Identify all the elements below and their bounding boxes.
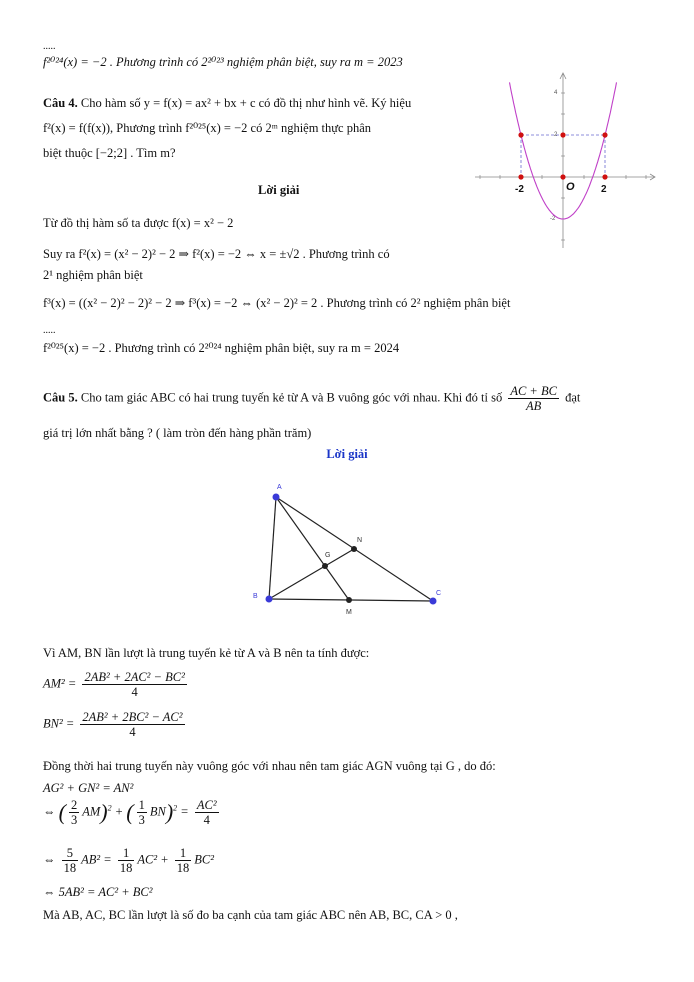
e2-frac-2-num: 1 xyxy=(138,798,145,812)
q5-e3 xyxy=(43,846,214,875)
bn-den: 4 xyxy=(129,725,136,739)
q4-solution-title: Lời giải xyxy=(258,183,300,197)
point-neg2-0 xyxy=(518,174,523,179)
q4-text-1: Cho hàm số y = f(x) = ax² + bx + c có đồ thị như hình vẽ. Ký hiệu xyxy=(80,96,412,110)
label-b: B xyxy=(253,593,258,600)
vertex-a xyxy=(273,494,280,501)
e3-equiv: ⇔ xyxy=(43,852,56,867)
q5-s1: Vì AM, BN lần lượt là trung tuyến kẻ từ A và B nên ta tính được: xyxy=(43,646,370,660)
parabola-graph xyxy=(470,70,660,250)
e3-frac-3-num: 1 xyxy=(175,846,192,861)
e2-frac-1-num: 2 xyxy=(70,798,78,812)
e3-frac-2-den: 18 xyxy=(119,861,133,875)
label-neg2: -2 xyxy=(515,184,524,195)
tick-y4: 4 xyxy=(554,90,558,96)
q5-ratio xyxy=(508,384,559,413)
vertex-c xyxy=(430,598,437,605)
edge-ab xyxy=(269,497,276,599)
q5-ratio-num: AC + BC xyxy=(510,384,557,398)
q5-label: Câu 5. xyxy=(43,390,78,405)
q5-s3: Mà AB, AC, BC lần lượt là số đo ba cạnh của tam giác ABC nên AB, BC, CA > 0 , xyxy=(43,908,458,922)
q5-bn-formula xyxy=(43,710,188,739)
q5-text-1-end: đạt xyxy=(565,390,581,405)
e3-frac-1-den: 18 xyxy=(63,861,77,875)
q5-am-formula xyxy=(43,670,190,699)
q4-sol-1: Từ đồ thị hàm số ta được f(x) = x² − 2 xyxy=(43,216,234,230)
q5-s2: Đồng thời hai trung tuyến này vuông góc với nhau nên tam giác AGN vuông tại G , do đó: xyxy=(43,759,496,773)
q4-text-3: biệt thuộc [−2;2] . Tìm m? xyxy=(43,146,176,160)
label-c: C xyxy=(436,590,442,597)
q4-sol-5: f²⁰²⁵(x) = −2 . Phương trình có 2²⁰²⁴ nghiệm phân biệt, suy ra m = 2024 xyxy=(43,341,400,355)
point-m xyxy=(346,597,352,603)
point-2-2 xyxy=(602,132,607,137)
q5-text-1: Cho tam giác ABC có hai trung tuyến kẻ từ A và B vuông góc với nhau. Khi đó tỉ số xyxy=(80,390,503,405)
q5-e4: ⇔ 5AB² = AC² + BC² xyxy=(43,885,153,899)
vertex-b xyxy=(266,596,273,603)
e2-frac-2 xyxy=(137,798,147,827)
e3-frac-1 xyxy=(62,846,79,875)
point-neg2-2 xyxy=(518,132,523,137)
q4-sol-3: 2¹ nghiệm phân biệt xyxy=(43,268,143,282)
e2-term-1: AM xyxy=(82,804,101,819)
median-bn xyxy=(269,549,354,599)
point-n xyxy=(351,546,357,552)
result-line-2023: f²⁰²⁴(x) = −2 . Phương trình có 2²⁰²³ nghiệm phân biệt, suy ra m = 2023 xyxy=(43,55,403,69)
q4-dots: ..... xyxy=(43,325,56,336)
bn-lhs: BN² = xyxy=(43,716,75,731)
e3-frac-2 xyxy=(118,846,135,875)
e2-frac-r xyxy=(195,798,219,827)
label-a: A xyxy=(277,484,282,491)
tick-yneg2: -2 xyxy=(550,216,556,222)
median-am xyxy=(276,497,349,600)
label-n: N xyxy=(357,537,363,544)
e2-equiv: ⇔ xyxy=(43,804,56,819)
dots-top: ..... xyxy=(43,41,56,52)
bn-frac xyxy=(80,710,184,739)
point-0-2 xyxy=(560,132,565,137)
q5-line-1 xyxy=(43,384,580,413)
am-frac xyxy=(82,670,186,699)
e2-frac-1-den: 3 xyxy=(70,813,78,827)
q4-text-2: f²(x) = f(f(x)), Phương trình f²⁰²⁵(x) = −2 có 2ᵐ nghiệm thực phân xyxy=(43,121,372,135)
label-origin: O xyxy=(566,181,575,193)
e3-frac-3-den: 18 xyxy=(176,861,190,875)
e2-frac-r-num: AC² xyxy=(196,798,217,812)
triangle-figure xyxy=(250,480,450,615)
e3-frac-3 xyxy=(175,846,192,875)
label-g: G xyxy=(325,552,331,559)
am-num: 2AB² + 2AC² − BC² xyxy=(84,670,185,684)
q4-sol-2: Suy ra f²(x) = (x² − 2)² − 2 ⇒ f²(x) = −2 ⇔ x = ±√2 . Phương trình có xyxy=(43,247,390,261)
e3-term-3: BC² xyxy=(194,852,214,867)
point-origin xyxy=(560,174,565,179)
tick-y2: 2 xyxy=(554,132,558,138)
q5-ratio-den: AB xyxy=(526,399,542,413)
label-2: 2 xyxy=(601,184,607,195)
e2-term-2: BN xyxy=(149,804,166,819)
e3-term-2: AC² + xyxy=(137,852,169,867)
q5-e2: ⇔ ( $\frac{2}{3}$ AM)$^2$ + ( $\frac{1}{3}$ BN)$^2$ = $\frac{\text{AC²}}{4}$ xyxy=(43,798,217,827)
q4-line-1 xyxy=(43,95,411,111)
e2-frac-1 xyxy=(69,798,79,827)
point-g xyxy=(322,563,328,569)
e2-frac-r-den: 4 xyxy=(203,813,210,827)
e3-frac-2-num: 1 xyxy=(118,846,135,861)
e3-term-1: AB² = xyxy=(81,852,112,867)
q4-sol-4: f³(x) = ((x² − 2)² − 2)² − 2 ⇒ f³(x) = −2 ⇔ (x² − 2)² = 2 . Phương trình có 2² nghiệm phân biệt xyxy=(43,296,511,310)
point-2-0 xyxy=(602,174,607,179)
e3-frac-1-num: 5 xyxy=(62,846,79,861)
q5-solution-title: Lời giải xyxy=(326,447,368,461)
label-m: M xyxy=(346,609,352,615)
e2-frac-2-den: 3 xyxy=(138,813,145,827)
q4-label: Câu 4. xyxy=(43,96,78,110)
q5-e1: AG² + GN² = AN² xyxy=(43,781,134,795)
q5-text-2: giá trị lớn nhất bằng ? ( làm tròn đến hàng phần trăm) xyxy=(43,426,312,440)
am-lhs: AM² = xyxy=(43,676,77,691)
am-den: 4 xyxy=(131,685,138,699)
bn-num: 2AB² + 2BC² − AC² xyxy=(82,710,183,724)
